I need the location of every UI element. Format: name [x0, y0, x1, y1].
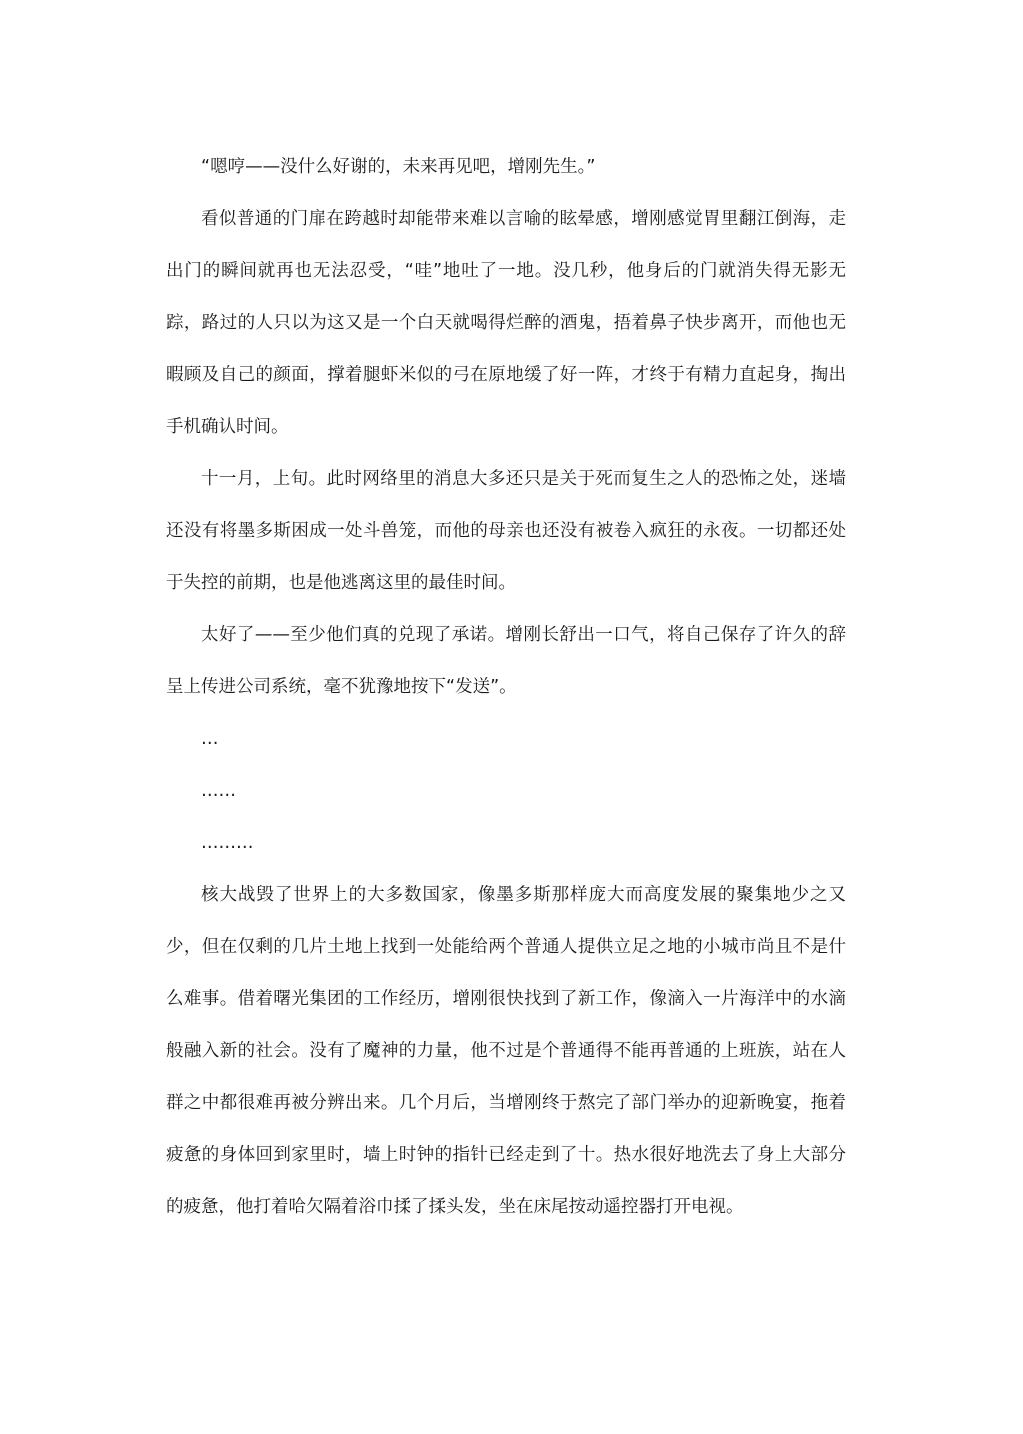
paragraph-november: 十一月，上旬。此时网络里的消息大多还只是关于死而复生之人的恐怖之处，迷墙还没有将墨多斯困成一处斗兽笼，而他的母亲也还没有被卷入疯狂的永夜。一切都还处于失控的前期，也是他逃离这里的最佳时间。 — [166, 469, 846, 593]
paragraph-dialogue: “嗯哼——没什么好谢的，未来再见吧，增刚先生。” — [201, 157, 596, 177]
paragraph-resignation: 太好了——至少他们真的兑现了承诺。增刚长舒出一口气，将自己保存了许久的辞呈上传进公司系统，毫不犹豫地按下“发送”。 — [166, 625, 846, 697]
paragraph-door-crossing: 看似普通的门扉在跨越时却能带来难以言喻的眩晕感，增刚感觉胃里翻江倒海，走出门的瞬间就再也无法忍受，“哇”地吐了一地。没几秒，他身后的门就消失得无影无踪，路过的人只以为这又是一个白天就喝得烂醉的酒鬼，捂着鼻子快步离开，而他也无暇顾及自己的颜面，撑着腿虾米似的弓在原地缓了好一阵，才终于有精力直起身，掏出手机确认时间。 — [166, 209, 846, 437]
body-text — [166, 141, 846, 1233]
ellipsis-line-3: ……… — [201, 833, 254, 853]
ellipsis-line-1: … — [201, 729, 219, 749]
ellipsis-line-2: …… — [201, 781, 236, 801]
paragraph-new-life: 核大战毁了世界上的大多数国家，像墨多斯那样庞大而高度发展的聚集地少之又少，但在仅剩的几片土地上找到一处能给两个普通人提供立足之地的小城市尚且不是什么难事。借着曙光集团的工作经历，增刚很快找到了新工作，像滴入一片海洋中的水滴般融入新的社会。没有了魔神的力量，他不过是个普通得不能再普通的上班族，站在人群之中都很难再被分辨出来。几个月后，当增刚终于熬完了部门举办的迎新晚宴，拖着疲惫的身体回到家里时，墙上时钟的指针已经走到了十。热水很好地洗去了身上大部分的疲惫，他打着哈欠隔着浴巾揉了揉头发，坐在床尾按动遥控器打开电视。 — [166, 885, 846, 1217]
